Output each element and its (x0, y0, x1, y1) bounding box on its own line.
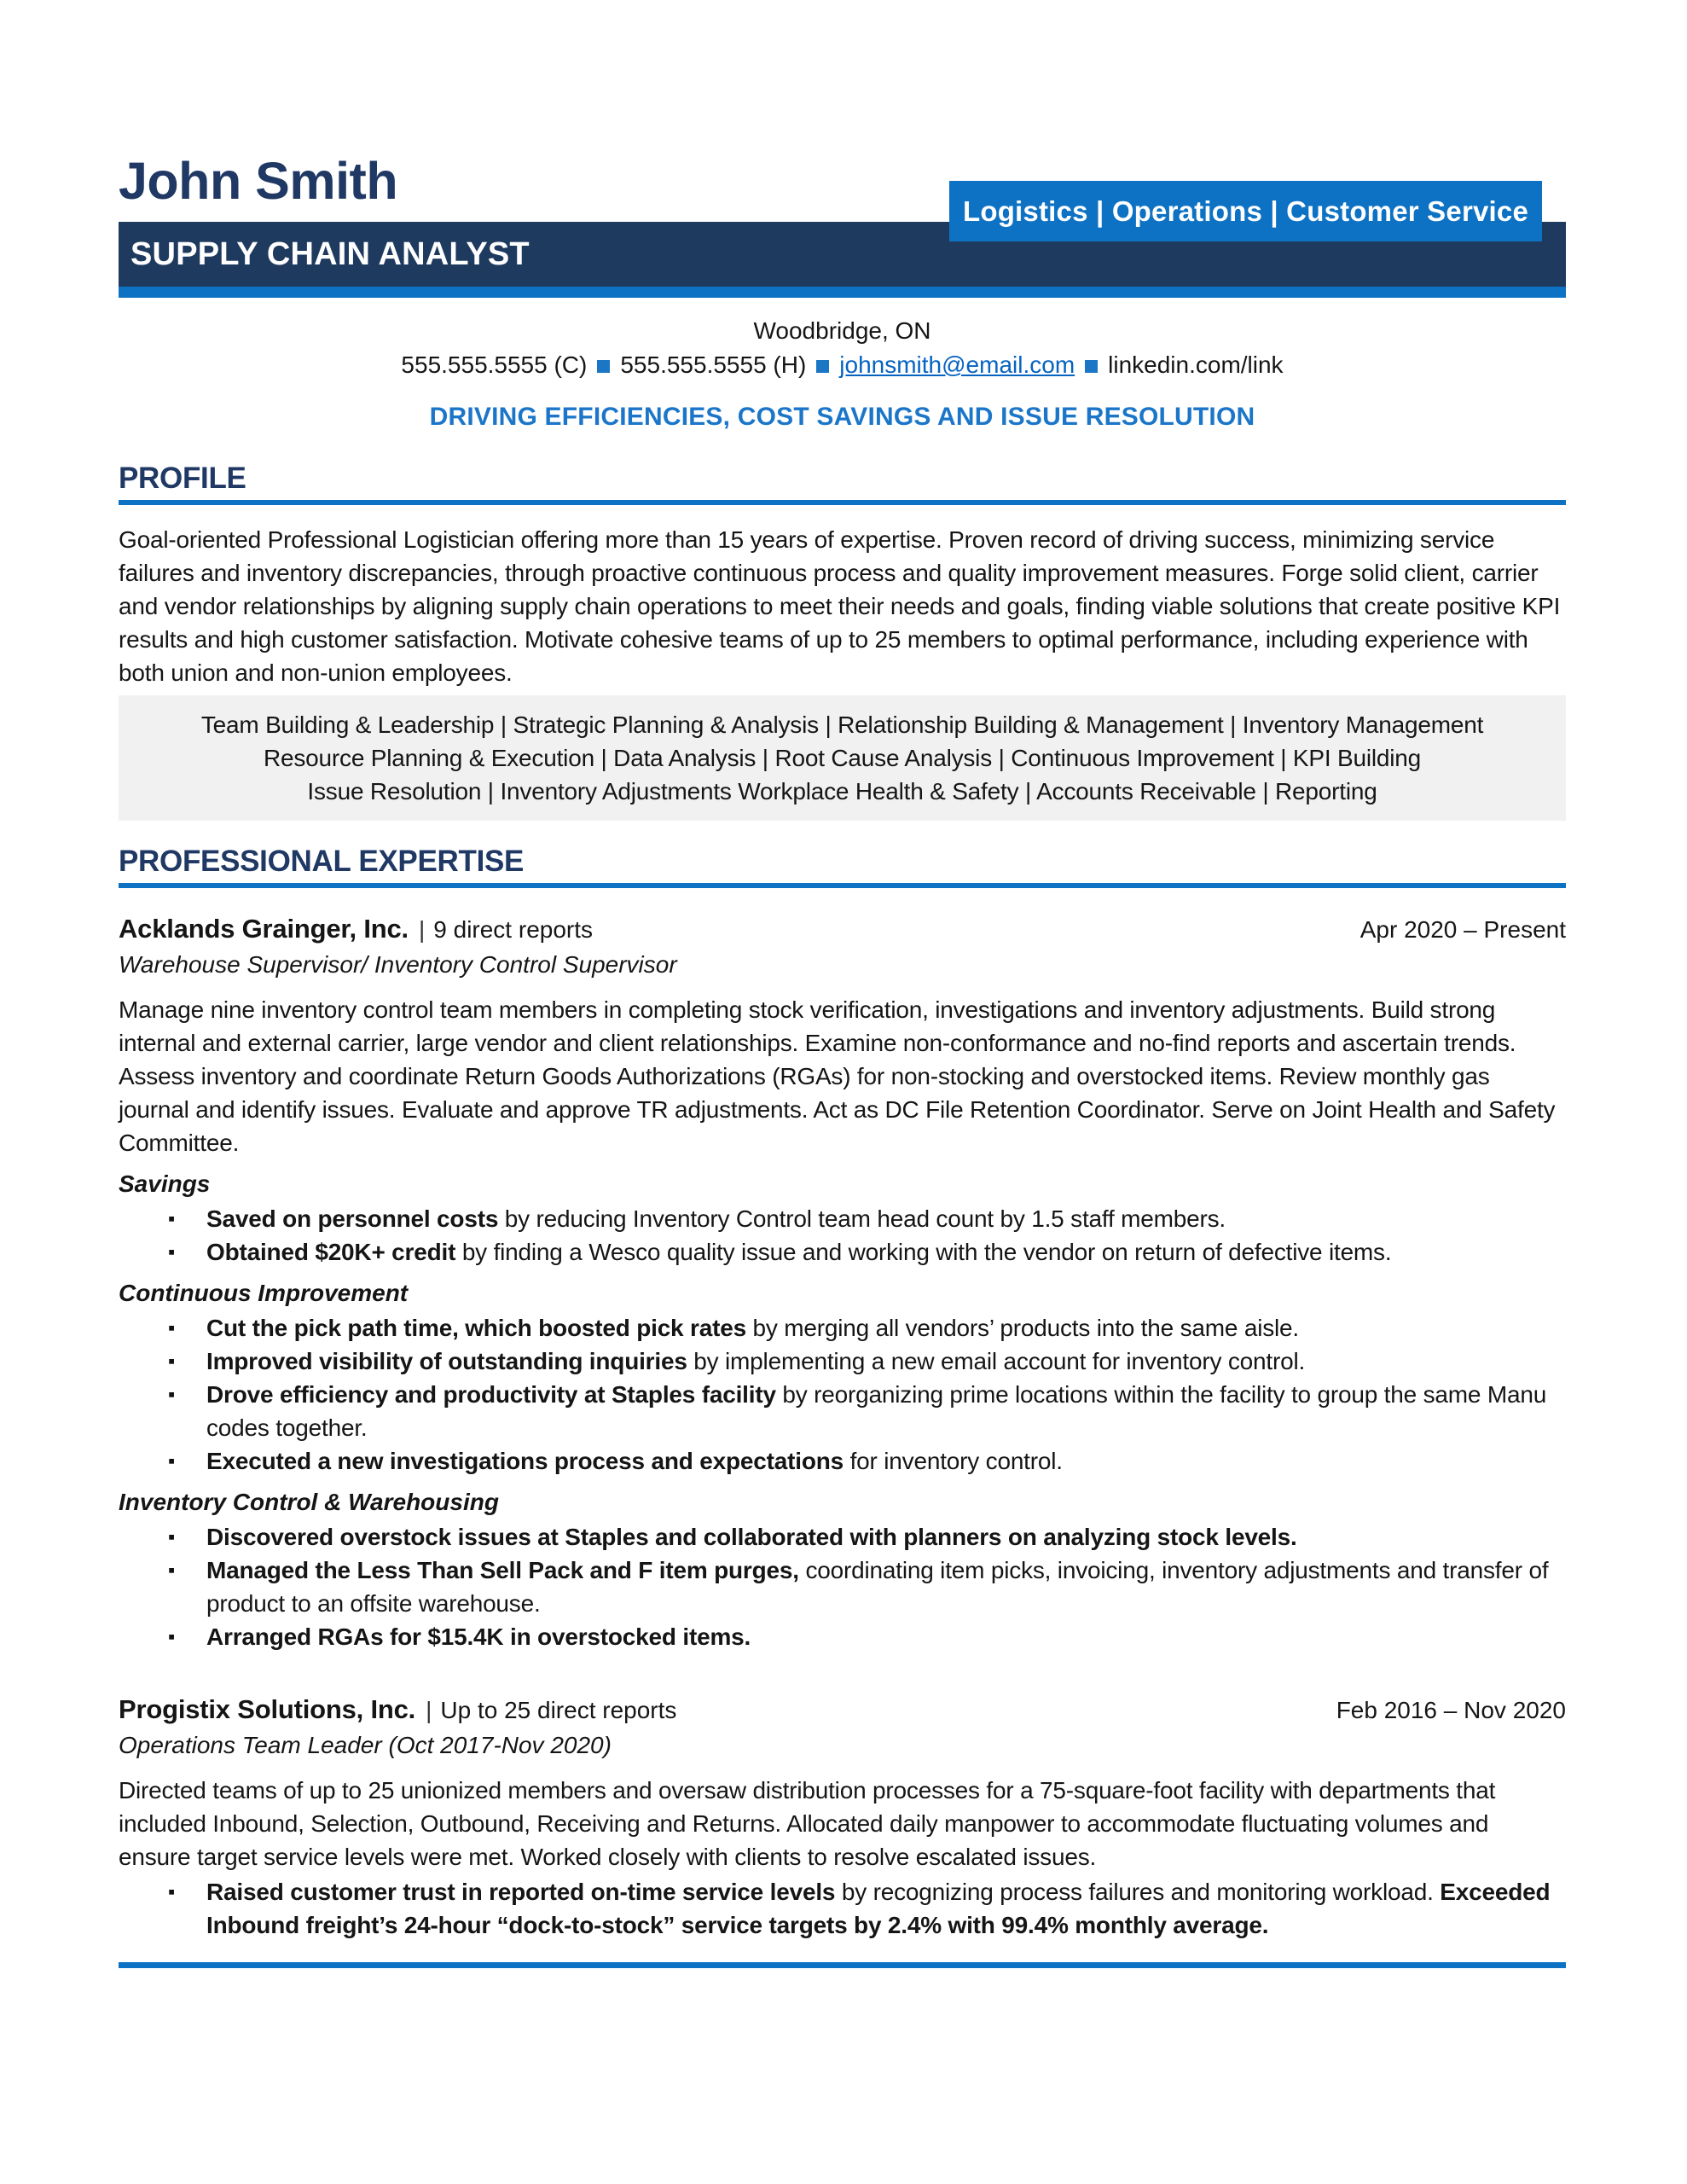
accent-strip (119, 287, 1566, 298)
profile-section-heading: PROFILE (119, 462, 246, 495)
bullet-text (206, 1623, 751, 1650)
bullet-segment: Exceeded Inbound freight’s 24-hour “dock-to-stock” service targets by 2.4% with 99.4% monthly average. (206, 1879, 1551, 1938)
linkedin-text: linkedin.com/link (1108, 351, 1284, 378)
bullet-square-icon: ▪ (168, 1383, 175, 1405)
tagline: DRIVING EFFICIENCIES, COST SAVINGS AND ISSUE RESOLUTION (429, 403, 1255, 431)
job-dates: Apr 2020 – Present (1359, 916, 1566, 943)
bullet-segment: Improved visibility of outstanding inquiries (206, 1348, 687, 1374)
bullet-segment: Discovered overstock issues at Staples and collaborated with planners on analyzing stock levels. (206, 1524, 1297, 1550)
contact-block (119, 316, 1566, 381)
bullet-item (119, 1202, 1566, 1235)
bullet-segment: Drove efficiency and productivity at Staples facility (206, 1381, 776, 1408)
bullet-segment: for inventory control. (844, 1448, 1063, 1474)
person-name: John Smith (119, 152, 398, 210)
job-entry (119, 1694, 1566, 1942)
bullet-segment: coordinating item picks, invoicing, inventory adjustments and transfer of product to an offsite warehouse. (206, 1557, 1549, 1617)
header-badge: Logistics | Operations | Customer Service (949, 181, 1542, 241)
bullet-group-label: Savings (119, 1170, 211, 1197)
bottom-rule (119, 1962, 1566, 1968)
bullet-square-icon: ▪ (168, 1316, 175, 1339)
role-banner-label: SUPPLY CHAIN ANALYST (130, 235, 530, 272)
location-text: Woodbridge, ON (753, 317, 931, 344)
bullet-text (206, 1315, 1299, 1341)
bullet-item (119, 1520, 1566, 1554)
phone-cell: 555.555.5555 (C) (401, 351, 588, 378)
bullet-item (119, 1345, 1566, 1378)
bullet-item (119, 1311, 1566, 1345)
bullet-square-icon: ▪ (168, 1880, 175, 1902)
bullet-segment: Cut the pick path time, which boosted pick rates (206, 1315, 746, 1341)
job-header-left (119, 914, 593, 944)
job-header-row (119, 914, 1566, 944)
bullet-group-label: Inventory Control & Warehousing (119, 1489, 499, 1515)
bullet-text (206, 1381, 1546, 1441)
skills-line: Team Building & Leadership | Strategic Planning & Analysis | Relationship Building & Management | Inventory Management (200, 712, 1484, 738)
bullet-square-icon: ▪ (168, 1525, 175, 1548)
company-name: Acklands Grainger, Inc. (119, 914, 409, 944)
bullet-item (119, 1620, 1566, 1653)
bullet-list (119, 1520, 1566, 1653)
skills-line: Resource Planning & Execution | Data Analysis | Root Cause Analysis | Continuous Improvement | KPI Building (263, 745, 1422, 771)
bullet-segment: Executed a new investigations process and expectations (206, 1448, 844, 1474)
bullet-segment: Saved on personnel costs (206, 1205, 499, 1232)
contact-line (119, 349, 1566, 381)
bullet-segment: by finding a Wesco quality issue and working with the vendor on return of defective items. (455, 1239, 1392, 1265)
bullet-list (119, 1311, 1566, 1478)
bullet-segment: Obtained $20K+ credit (206, 1239, 456, 1265)
direct-reports: 9 direct reports (433, 916, 594, 943)
bullet-square-icon: ▪ (168, 1350, 175, 1372)
bullet-segment: by reorganizing prime locations within the facility to group the same Manu codes together. (206, 1381, 1547, 1441)
company-reports-separator: | (426, 1697, 432, 1723)
bullet-square-icon: ▪ (168, 1449, 175, 1472)
job-summary: Directed teams of up to 25 unionized members and oversaw distribution processes for a 75-square-foot facility with departments that included Inbound, Selection, Outbound, Receiving and Returns. Allocated daily manpower to accommodate fluctuating volumes and ensure target service levels were met. Worked closely with clients to resolve escalated issues. (119, 1777, 1496, 1870)
company-name: Progistix Solutions, Inc. (119, 1694, 416, 1724)
job-title: Operations Team Leader (Oct 2017-Nov 2020) (119, 1732, 612, 1758)
skills-line: Issue Resolution | Inventory Adjustments Workplace Health & Safety | Accounts Receivable | Reporting (307, 778, 1377, 804)
job-header-row (119, 1694, 1566, 1725)
bullet-square-icon: ▪ (168, 1240, 175, 1263)
skills-box (119, 695, 1566, 821)
job-summary: Manage nine inventory control team members in completing stock verification, investigations and inventory adjustments. Build strong internal and external carrier, large vendor and client relationships. Examine non-conformance and no-find reports and ascertain trends. Assess inventory and coordinate Return Goods Authorizations (RGAs) for non-stocking and overstocked items. Review monthly gas journal and identify issues. Evaluate and approve TR adjustments. Act as DC File Retention Coordinator. Serve on Joint Health and Safety Committee. (119, 996, 1556, 1156)
bullet-list (119, 1875, 1566, 1942)
bullet-item (119, 1875, 1566, 1942)
bullet-segment: by recognizing process failures and monitoring workload. (835, 1879, 1441, 1905)
bullet-segment: Managed the Less Than Sell Pack and F item purges, (206, 1557, 799, 1583)
direct-reports: Up to 25 direct reports (440, 1697, 677, 1723)
company-reports-separator: | (418, 916, 426, 943)
job-title: Warehouse Supervisor/ Inventory Control Supervisor (119, 951, 677, 978)
job-header-left (119, 1694, 676, 1725)
bullet-list (119, 1202, 1566, 1269)
bullet-text (206, 1524, 1297, 1550)
jobs-list (119, 914, 1566, 1942)
separator-square-icon (597, 360, 610, 373)
bullet-text (206, 1879, 1550, 1938)
bullet-segment: by reducing Inventory Control team head count by 1.5 staff members. (498, 1205, 1226, 1232)
bullet-text (206, 1557, 1548, 1617)
section-rule (119, 500, 1566, 505)
bullet-segment: by merging all vendors’ products into the same aisle. (745, 1315, 1300, 1341)
section-rule (119, 883, 1566, 888)
bullet-item (119, 1554, 1566, 1620)
bullet-group-label: Continuous Improvement (119, 1280, 409, 1306)
bullet-text (206, 1239, 1391, 1265)
phone-home: 555.555.5555 (H) (620, 351, 807, 378)
separator-square-icon (816, 360, 829, 373)
bullet-item (119, 1235, 1566, 1269)
bullet-square-icon: ▪ (168, 1207, 175, 1229)
bullet-square-icon: ▪ (168, 1625, 175, 1647)
bullet-text (206, 1448, 1063, 1474)
bullet-item (119, 1378, 1566, 1444)
profile-text: Goal-oriented Professional Logistician offering more than 15 years of expertise. Proven record of driving success, minimizing service failures and inventory discrepancies, through proactive continuous process and quality improvement measures. Forge solid client, carrier and vendor relationships by aligning supply chain operations to meet their needs and goals, finding viable solutions that create positive KPI results and high customer satisfaction. Motivate cohesive teams of up to 25 members to optimal performance, including experience with both union and non-union employees. (119, 526, 1561, 686)
bullet-text (206, 1348, 1305, 1374)
bullet-text (206, 1205, 1226, 1232)
experience-section-heading: PROFESSIONAL EXPERTISE (119, 845, 525, 878)
separator-square-icon (1085, 360, 1098, 373)
bullet-segment: Raised customer trust in reported on-time service levels (206, 1879, 836, 1905)
bullet-square-icon: ▪ (168, 1559, 175, 1581)
job-entry (119, 914, 1566, 1653)
bullet-item (119, 1444, 1566, 1478)
job-dates: Feb 2016 – Nov 2020 (1336, 1697, 1566, 1723)
email-link[interactable]: johnsmith@email.com (839, 351, 1075, 378)
bullet-segment: Arranged RGAs for $15.4K in overstocked items. (206, 1623, 751, 1650)
bullet-segment: by implementing a new email account for inventory control. (687, 1348, 1306, 1374)
